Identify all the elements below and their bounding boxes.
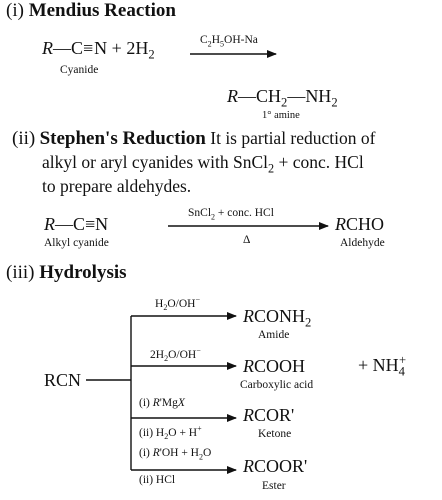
branch-amide-reagent: $H_2O/OH^-$ <box>155 295 201 313</box>
mendius-reactant: R—C≡N + $2H_2$ <box>42 38 155 62</box>
mendius-reagent: $C_2H_5OH-Na$ <box>200 34 258 49</box>
cyanide-label: Cyanide <box>60 64 99 76</box>
branch-ketone-reagent1: (i) R'MgX <box>139 397 185 409</box>
hydrolysis-start: RCN <box>44 370 82 390</box>
branch-acid-extra: + $NH_4^+$ <box>358 353 407 379</box>
branch-ketone-product: RCOR' <box>243 405 295 425</box>
amine-label: 1° amine <box>262 110 300 121</box>
aldehyde-label: Aldehyde <box>340 237 385 249</box>
section-title: Mendius Reaction <box>28 0 176 21</box>
branch-ester-reagent2: (ii) HCl <box>139 474 176 486</box>
acid-label: Carboxylic acid <box>240 379 314 391</box>
stephen-condition: Δ <box>243 234 251 246</box>
stephen-paragraph-line1: (ii) Stephen's Reduction It is partial reduction of <box>12 128 376 149</box>
mendius-product: $R—CH_2—NH_2$ <box>227 86 338 110</box>
branch-ester-reagent1: (i) $R'OH + H_2O$ <box>139 447 212 462</box>
section-number: (i) <box>6 0 24 21</box>
stephen-paragraph-line2: alkyl or aryl cyanides with SnCl$_2$ + conc. HCl <box>42 152 364 176</box>
stephen-product: RCHO <box>335 214 385 234</box>
alkyl-cyanide-label: Alkyl cyanide <box>44 237 109 249</box>
amide-label: Amide <box>258 329 290 341</box>
branch-acid-reagent: $2H_2O/OH^-$ <box>150 346 201 364</box>
ester-label: Ester <box>262 480 286 492</box>
stephen-paragraph-line3: to prepare aldehydes. <box>42 176 192 196</box>
branch-acid-product: RCOOH <box>243 356 306 376</box>
branch-ketone-reagent2: (ii) $H_2O + H^+$ <box>139 424 202 442</box>
branch-ester-product: RCOOR' <box>243 456 308 476</box>
section-hydrolysis-heading: (iii) Hydrolysis <box>6 262 127 283</box>
ketone-label: Ketone <box>258 428 292 440</box>
stephen-reagent: SnCl$_2$ + conc. HCl <box>188 207 274 222</box>
stephen-reactant: R—C≡N <box>44 214 109 234</box>
branch-amide-product: $RCONH_2$ <box>243 306 312 330</box>
